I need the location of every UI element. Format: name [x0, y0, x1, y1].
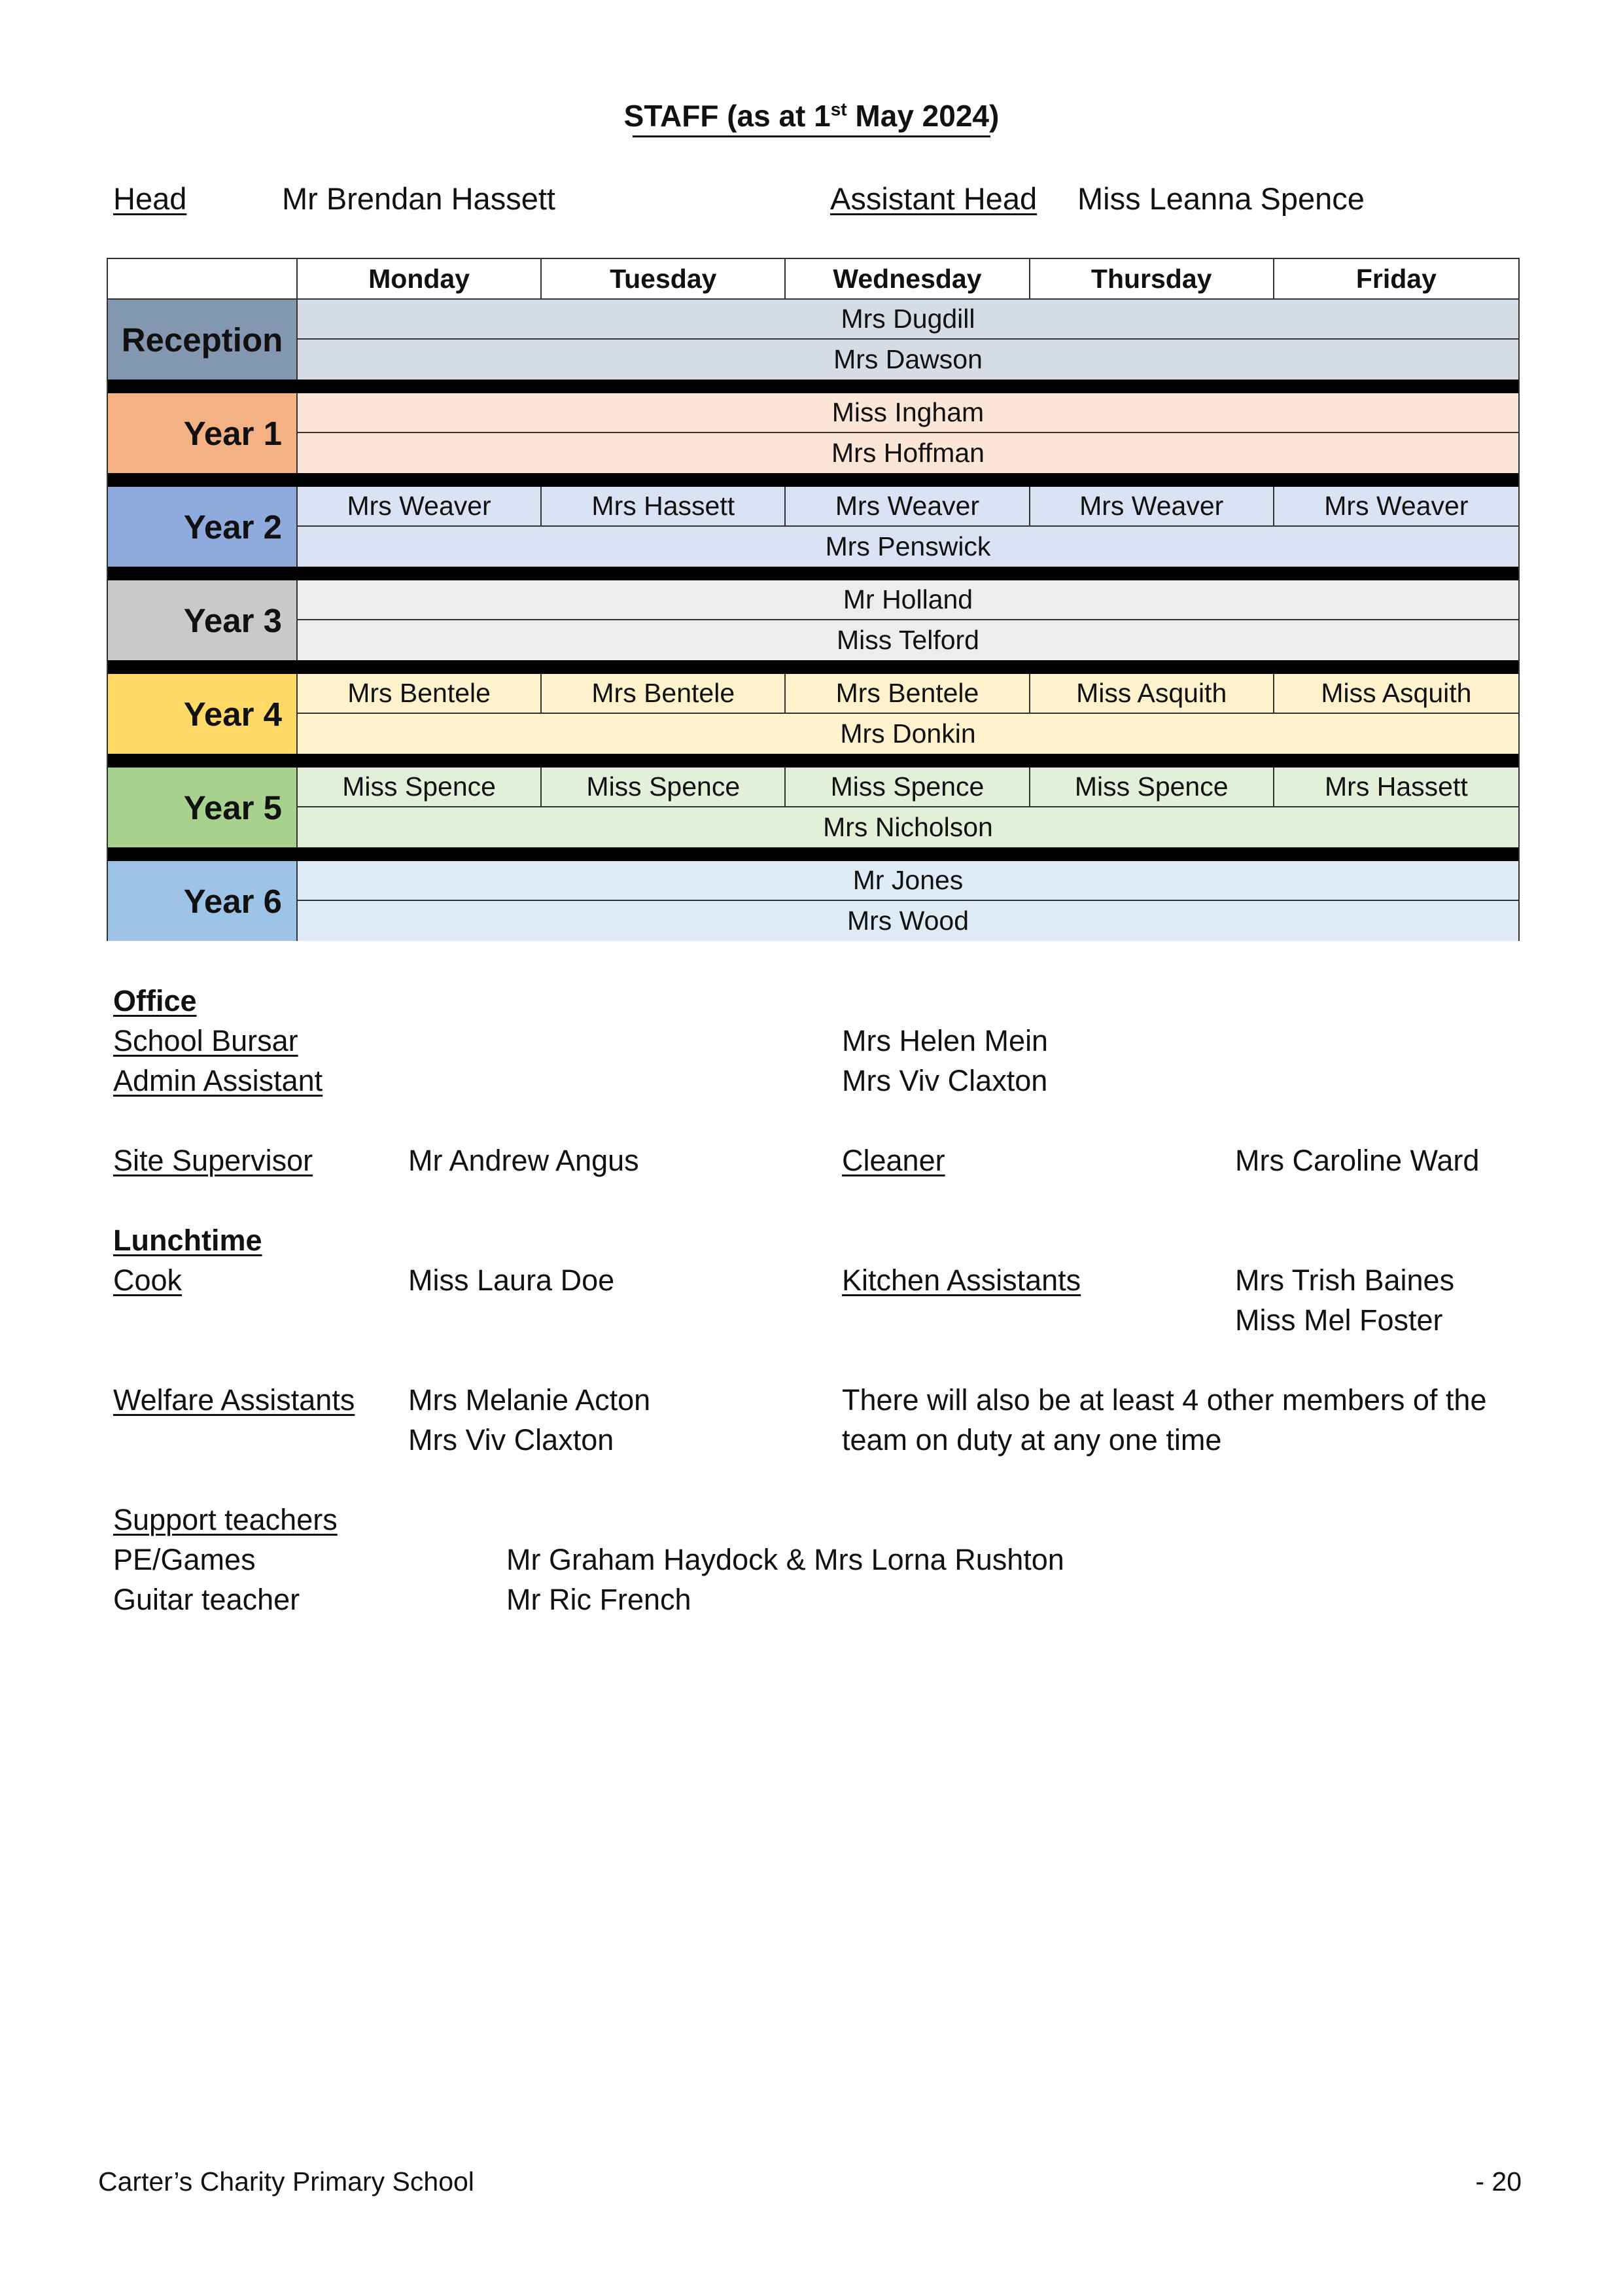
teacher-slot: Mrs Hassett [542, 487, 786, 527]
class-label: Reception [108, 300, 298, 380]
head-label: Head [113, 181, 187, 216]
site-supervisor-name: Mr Andrew Angus [408, 1144, 639, 1177]
head-name: Mr Brendan Hassett [282, 181, 555, 216]
guitar-name: Mr Ric French [506, 1583, 691, 1616]
staff-timetable [107, 258, 1520, 941]
teacher-slot: Miss Spence [298, 768, 542, 807]
day-header: Wednesday [786, 259, 1030, 300]
teacher-slot: Mrs Hoffman [298, 433, 1518, 473]
footer-page-number: - 20 [1475, 2166, 1522, 2197]
day-header: Tuesday [542, 259, 786, 300]
lunchtime-note: There will also be at least 4 other members of the [842, 1383, 1487, 1417]
class-label: Year 6 [108, 861, 298, 941]
teacher-slot: Mrs Donkin [298, 714, 1518, 754]
bursar-name: Mrs Helen Mein [842, 1024, 1049, 1057]
teacher-slot: Miss Spence [542, 768, 786, 807]
bursar-label: School Bursar [113, 1024, 298, 1057]
day-header: Thursday [1030, 259, 1274, 300]
lunchtime-note: team on duty at any one time [842, 1423, 1222, 1457]
class-label: Year 1 [108, 393, 298, 473]
teacher-slot: Mrs Nicholson [298, 807, 1518, 847]
site-supervisor-label: Site Supervisor [113, 1144, 313, 1177]
teacher-slot: Mrs Dawson [298, 340, 1518, 380]
teacher-slot: Mr Holland [298, 580, 1518, 620]
teacher-slot: Miss Spence [786, 768, 1030, 807]
pe-label: PE/Games [113, 1543, 256, 1576]
teacher-slot: Mrs Weaver [298, 487, 542, 527]
title-prefix: STAFF (as at 1 [623, 99, 831, 133]
assistant-head-label: Assistant Head [830, 181, 1038, 216]
title-superscript: st [830, 99, 847, 120]
guitar-label: Guitar teacher [113, 1583, 300, 1616]
teacher-slot: Miss Asquith [1274, 674, 1518, 714]
kitchen-label: Kitchen Assistants [842, 1263, 1081, 1297]
cook-name: Miss Laura Doe [408, 1263, 615, 1297]
teacher-slot: Mrs Bentele [542, 674, 786, 714]
teacher-slot: Mrs Penswick [298, 527, 1518, 567]
admin-name: Mrs Viv Claxton [842, 1064, 1048, 1097]
teacher-slot: Mr Jones [298, 861, 1518, 901]
assistant-head-name: Miss Leanna Spence [1077, 181, 1365, 216]
day-header: Monday [298, 259, 542, 300]
class-label: Year 2 [108, 487, 298, 567]
title-underline-wrap [0, 135, 1623, 137]
teacher-slot: Miss Spence [1030, 768, 1274, 807]
teacher-slot: Mrs Weaver [786, 487, 1030, 527]
kitchen-name: Mrs Trish Baines [1235, 1263, 1455, 1297]
class-label: Year 4 [108, 674, 298, 754]
title-suffix: May 2024) [846, 99, 1000, 133]
teacher-slot: Miss Telford [298, 620, 1518, 660]
cleaner-label: Cleaner [842, 1144, 945, 1177]
support-heading: Support teachers [113, 1503, 338, 1536]
teacher-slot: Mrs Weaver [1030, 487, 1274, 527]
kitchen-name: Miss Mel Foster [1235, 1303, 1443, 1337]
office-heading: Office [113, 984, 197, 1017]
page-title [0, 98, 1623, 133]
title-underline [633, 135, 990, 137]
class-label: Year 3 [108, 580, 298, 660]
cleaner-name: Mrs Caroline Ward [1235, 1144, 1480, 1177]
welfare-name: Mrs Melanie Acton [408, 1383, 651, 1417]
teacher-slot: Mrs Bentele [786, 674, 1030, 714]
teacher-slot: Mrs Bentele [298, 674, 542, 714]
lunchtime-heading: Lunchtime [113, 1224, 262, 1257]
teacher-slot: Mrs Wood [298, 901, 1518, 941]
welfare-name: Mrs Viv Claxton [408, 1423, 614, 1457]
teacher-slot: Miss Asquith [1030, 674, 1274, 714]
day-header: Friday [1274, 259, 1518, 300]
teacher-slot: Mrs Hassett [1274, 768, 1518, 807]
admin-label: Admin Assistant [113, 1064, 323, 1097]
footer-school: Carter’s Charity Primary School [98, 2166, 474, 2197]
welfare-label: Welfare Assistants [113, 1383, 355, 1417]
header-corner [108, 259, 298, 300]
teacher-slot: Miss Ingham [298, 393, 1518, 433]
cook-label: Cook [113, 1263, 183, 1297]
teacher-slot: Mrs Weaver [1274, 487, 1518, 527]
teacher-slot: Mrs Dugdill [298, 300, 1518, 340]
class-label: Year 5 [108, 768, 298, 847]
pe-names: Mr Graham Haydock & Mrs Lorna Rushton [506, 1543, 1064, 1576]
